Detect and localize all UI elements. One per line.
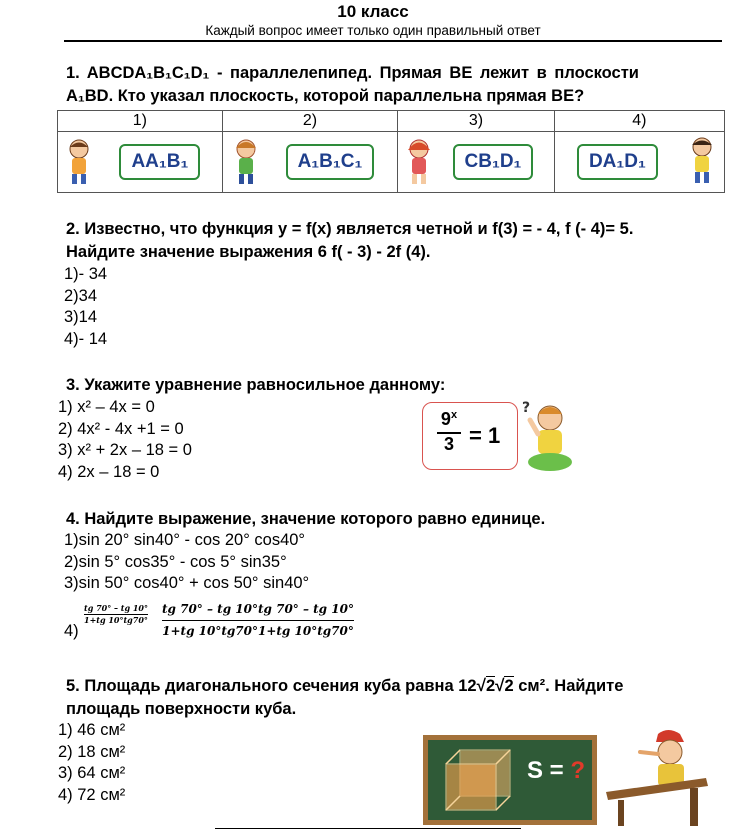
q4-small-denominator: 1+tg 10°tg70° [84, 615, 148, 625]
q4-option-4-label: 4) [64, 622, 79, 640]
q4-denominator: 1+tg 10°tg70°1+tg 10°tg70° [162, 624, 354, 638]
chalkboard-text: S = [527, 757, 571, 784]
q3-option-4[interactable]: 4) 2x – 18 = 0 [58, 462, 160, 481]
footer-divider [215, 828, 521, 829]
question-5-line2: площадь поверхности куба. [66, 700, 297, 718]
q4-small-numerator: tg 70° – tg 10° [84, 603, 148, 613]
pinocchio-at-desk-icon [598, 728, 724, 828]
child-figure-icon [404, 138, 434, 188]
q4-option-1[interactable]: 1)sin 20° sin40° - cos 20° cos40° [64, 531, 306, 549]
question-4-options [64, 530, 309, 595]
equation-exponent: x [450, 409, 458, 421]
q4-option-2[interactable]: 2)sin 5° cos35° - cos 5° sin35° [64, 552, 287, 571]
q5-sqrt-1: 2 [485, 677, 496, 695]
page-subtitle: Каждый вопрос имеет только один правильный ответ [205, 23, 541, 38]
question-1 [66, 62, 639, 108]
child-figure-icon [686, 136, 718, 188]
q1-header-2: 2) [222, 111, 397, 132]
cube-icon [440, 746, 516, 816]
q3-option-3[interactable]: 3) x² + 2x – 18 = 0 [58, 441, 192, 459]
header-divider [64, 40, 722, 42]
q2-option-3[interactable]: 3)14 [64, 308, 98, 326]
q5-option-4[interactable]: 4) 72 см² [58, 785, 126, 804]
question-3-options [58, 397, 192, 483]
q4-option-4-small-fraction [84, 603, 148, 625]
q3-option-1[interactable]: 1) x² – 4x = 0 [58, 398, 155, 416]
question-5-line1: 5. Площадь диагонального сечения куба равна 12√2√2 см². Найдите [66, 676, 624, 695]
q5-line1-part-a: 5. Площадь диагонального сечения куба равна 12 [66, 677, 477, 695]
equation-numerator: 9 [440, 409, 451, 429]
q5-option-3[interactable]: 3) 64 см² [58, 764, 126, 782]
page-title: 10 класс [337, 2, 409, 21]
q1-answer-1: AA₁B₁ [119, 144, 200, 180]
svg-text:?: ? [522, 400, 531, 416]
q5-option-1[interactable]: 1) 46 см² [58, 721, 126, 739]
equation-fraction [437, 409, 461, 455]
question-2 [66, 218, 633, 264]
q3-option-2[interactable]: 2) 4x² - 4x +1 = 0 [58, 419, 184, 438]
chalkboard-formula [527, 757, 585, 785]
q5-option-2[interactable]: 2) 18 см² [58, 742, 126, 761]
question-1-line1: 1. ABCDA₁B₁C₁D₁ - параллелепипед. Прямая BE лежит в плоскости [66, 64, 639, 82]
q2-option-4[interactable]: 4)- 14 [64, 329, 108, 348]
question-2-line1: 2. Известно, что функция y = f(x) является четной и f(3) = - 4, f (- 4)= 5. [66, 220, 634, 238]
question-3 [66, 374, 445, 397]
q4-option-4[interactable] [64, 600, 404, 646]
q1-cell-4[interactable] [554, 132, 724, 193]
q1-answer-2: A₁B₁C₁ [286, 144, 375, 180]
question-4 [66, 508, 545, 531]
q1-header-3: 3) [398, 111, 555, 132]
q4-numerator: tg 70° – tg 10°tg 70° – tg 10° [162, 602, 354, 621]
q2-option-1[interactable]: 1)- 34 [64, 265, 108, 283]
question-3-line1: 3. Укажите уравнение равносильное данному: [66, 376, 446, 394]
q2-option-2[interactable]: 2)34 [64, 286, 98, 305]
question-4-line1: 4. Найдите выражение, значение которого равно единице. [66, 510, 546, 528]
q1-answer-3: CB₁D₁ [453, 144, 534, 180]
q1-cell-1[interactable] [58, 132, 223, 193]
q1-cell-3[interactable] [398, 132, 555, 193]
thinking-boy-icon [514, 398, 574, 478]
question-5-options [58, 720, 125, 806]
q5-line1-part-b: см². Найдите [513, 677, 624, 695]
child-figure-icon [64, 138, 94, 188]
equation-denominator: 3 [443, 434, 454, 454]
equation-rhs: = 1 [469, 423, 501, 448]
q4-option-3[interactable]: 3)sin 50° cos40° + cos 50° sin40° [64, 574, 310, 592]
q5-sqrt-2: 2 [504, 677, 514, 695]
equation-box [422, 402, 518, 470]
q4-option-4-fraction [162, 602, 354, 638]
question-2-line2: Найдите значение выражения 6 f( - 3) - 2f (4). [66, 243, 431, 261]
q1-header-4: 4) [554, 111, 724, 132]
child-figure-icon [231, 138, 261, 188]
question-2-options [64, 264, 107, 350]
q1-answer-4: DA₁D₁ [577, 144, 658, 180]
question-5 [66, 674, 623, 721]
q1-cell-2[interactable] [222, 132, 397, 193]
chalkboard-question-mark: ? [570, 757, 586, 784]
question-1-line2: A₁BD. Кто указал плоскость, которой параллельна прямая BE? [66, 87, 585, 105]
question-1-answer-table [57, 110, 725, 193]
q1-header-1: 1) [58, 111, 223, 132]
